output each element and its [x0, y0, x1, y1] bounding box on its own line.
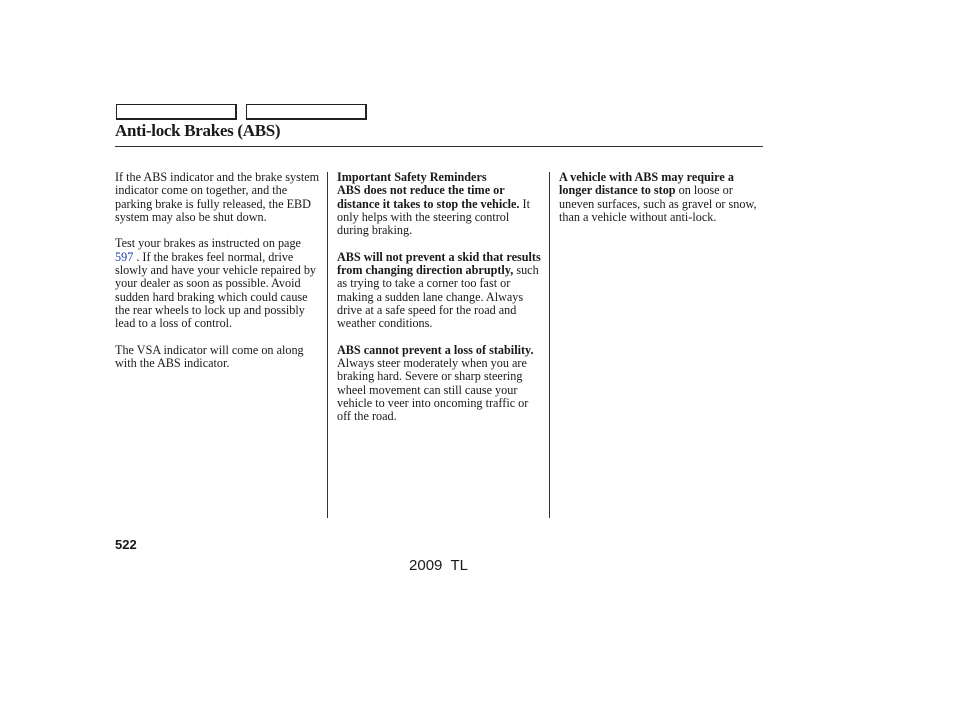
- column-divider-1: [327, 172, 328, 518]
- vsa-paragraph: The VSA indicator will come on along with the ABS indicator.: [115, 342, 304, 371]
- text-column-1: [115, 171, 320, 384]
- abs-skid-bold: ABS will not prevent a skid that results from changing direction abruptly,: [337, 249, 541, 278]
- page-reference-link[interactable]: 597: [115, 249, 134, 264]
- text-column-3: [559, 171, 764, 237]
- test-brakes-text-pre: Test your brakes as instructed on page: [115, 236, 301, 251]
- abs-stability-text: Always steer moderately when you are braking hard. Severe or sharp steering wheel movement can still cause your vehicle to veer into oncoming traffic or off the road.: [337, 356, 529, 424]
- abs-stopping-bold: ABS does not reduce the time or distance it takes to stop the vehicle.: [337, 183, 520, 211]
- stopping-distance-bold: A vehicle with ABS may require a longer distance to stop: [559, 170, 734, 198]
- abs-stopping-text: It only helps with the steering control during braking.: [337, 196, 530, 238]
- nav-tab-contents[interactable]: [246, 104, 367, 120]
- abs-skid-text: such as trying to take a corner too fast or making a sudden lane change. Always drive at a safe speed for the road and weather conditions.: [337, 263, 539, 331]
- abs-stability-bold: ABS cannot prevent a loss of stability.: [337, 342, 534, 357]
- title-divider: [115, 146, 763, 147]
- model-footer: 2009 TL: [409, 557, 468, 574]
- ebd-paragraph: If the ABS indicator and the brake system indicator come on together, and the parking brake is fully released, the EBD system may also be shut down.: [115, 170, 320, 224]
- abs-stopping-paragraph: [337, 184, 542, 237]
- stopping-distance-text: on loose or uneven surfaces, such as gravel or snow, than a vehicle without anti-lock.: [559, 183, 757, 224]
- stopping-distance-paragraph: [559, 171, 764, 224]
- page-number: 522: [115, 537, 137, 552]
- nav-tab-main-menu[interactable]: [116, 104, 237, 120]
- column-divider-2: [549, 172, 550, 518]
- abs-stability-paragraph: [337, 344, 542, 424]
- text-column-2: [337, 171, 542, 437]
- page-title: Anti-lock Brakes (ABS): [115, 121, 281, 140]
- safety-reminders-heading: Important Safety Reminders: [337, 170, 487, 184]
- abs-skid-paragraph: [337, 251, 542, 331]
- test-brakes-text-post: . If the brakes feel normal, drive slowly and have your vehicle repaired by your dealer as soon as possible. Avoid sudden hard braking which could cause the rear wheels to lock up and possibly lead to a loss of control.: [115, 249, 317, 331]
- test-brakes-paragraph: [115, 237, 320, 330]
